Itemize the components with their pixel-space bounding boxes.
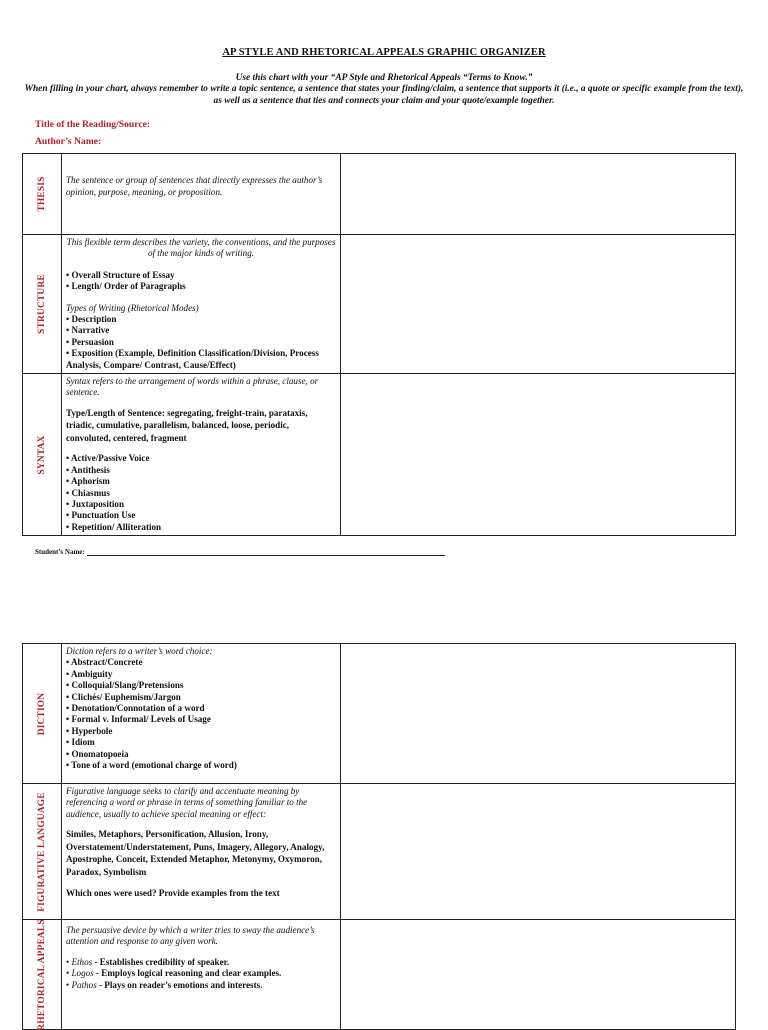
description-cell: [62, 235, 341, 374]
row-label-structure: STRUCTURE: [37, 274, 47, 334]
diction-bullet: • Colloquial/Slang/Pretensions: [66, 680, 184, 691]
syntax-intro: Syntax refers to the arrangement of words within a phrase, clause, or sentence.: [66, 376, 319, 398]
syntax-bullet: • Chiasmus: [66, 487, 110, 498]
author-name-label: Author’s Name:: [35, 136, 102, 147]
description-cell: [62, 644, 341, 784]
diction-bullet: • Formal v. Informal/ Levels of Usage: [66, 714, 211, 725]
syntax-bullet: • Aphorism: [66, 476, 110, 487]
thesis-description: The sentence or group of sentences that directly expresses the author’s opinion, purpose, meaning, or proposition.: [66, 175, 323, 198]
description-cell: [62, 920, 341, 1030]
student-name-line[interactable]: [87, 548, 445, 556]
syntax-types: Type/Length of Sentence: segregating, freight-train, parataxis, triadic, cumulative, parallelism, balanced, loose, periodic, convoluted, centered, fragment: [66, 407, 308, 443]
diction-intro: Diction refers to a writer’s word choice:: [66, 646, 213, 656]
table-row-appeals: [23, 920, 736, 1030]
figurative-intro: Figurative language seeks to clarify and accentuate meaning by referencing a word or phrase in terms of something familiar to the audience, usually to achieve special meaning or effect:: [66, 786, 308, 819]
syntax-answer-cell[interactable]: [341, 374, 736, 536]
diction-bullet: • Clichés/ Euphemism/Jargon: [66, 691, 181, 702]
appeal-term: Logos: [71, 968, 94, 979]
table-row-structure: [23, 235, 736, 374]
diction-answer-cell[interactable]: [341, 644, 736, 784]
syntax-bullet: • Punctuation Use: [66, 510, 136, 521]
structure-mode: • Description: [66, 314, 117, 325]
structure-mode: • Narrative: [66, 325, 110, 336]
organizer-table-1: [22, 153, 736, 536]
syntax-bullet: • Antithesis: [66, 464, 110, 475]
syntax-bullet: • Juxtaposition: [66, 499, 125, 509]
figurative-answer-cell[interactable]: [341, 784, 736, 920]
structure-bullet: • Overall Structure of Essay: [66, 269, 175, 280]
table-row-figurative: [23, 784, 736, 920]
structure-intro: This flexible term describes the variety, the conventions, and the purposes of the major kinds of writing.: [66, 237, 336, 259]
reading-title-label: Title of the Reading/Source:: [35, 119, 151, 130]
table-row-thesis: [23, 154, 736, 235]
diction-bullet: • Hyperbole: [66, 725, 113, 736]
label-cell: [23, 784, 62, 920]
structure-mode: • Persuasion: [66, 336, 114, 347]
row-label-syntax: SYNTAX: [37, 435, 47, 475]
diction-bullet: • Ambiguity: [66, 668, 113, 679]
table-row-syntax: [23, 374, 736, 536]
structure-mode: • Exposition (Example, Definition Classification/Division, Process Analysis, Compare/ Contrast, Cause/Effect): [66, 348, 319, 370]
row-label-rhetorical-appeals: RHETORICAL APPEALS: [37, 918, 47, 1030]
appeal-ethos: • Ethos - Establishes credibility of speaker.: [66, 956, 230, 967]
appeal-term: Ethos: [71, 956, 93, 967]
appeal-definition: - Employs logical reasoning and clear examples.: [93, 968, 282, 979]
label-cell: [23, 644, 62, 784]
label-cell: [23, 374, 62, 536]
diction-bullet: • Tone of a word (emotional charge of word): [66, 760, 237, 771]
row-label-diction: DICTION: [37, 692, 47, 735]
student-name-label: Student’s Name:: [35, 548, 85, 556]
row-label-thesis: THESIS: [37, 176, 47, 212]
syntax-bullet: • Repetition/ Alliteration: [66, 521, 162, 532]
table-row-diction: [23, 644, 736, 784]
label-cell: [23, 154, 62, 235]
appeals-answer-cell[interactable]: [341, 920, 736, 1030]
label-cell: [23, 235, 62, 374]
diction-bullet: • Denotation/Connotation of a word: [66, 703, 205, 714]
appeal-definition: - Plays on reader’s emotions and interests.: [96, 979, 263, 990]
structure-subhead: Types of Writing (Rhetorical Modes): [66, 302, 199, 313]
structure-answer-cell[interactable]: [341, 235, 736, 374]
appeal-definition: - Establishes credibility of speaker.: [92, 956, 230, 967]
structure-bullet: • Length/ Order of Paragraphs: [66, 281, 186, 292]
figurative-list: Similes, Metaphors, Personification, Allusion, Irony, Overstatement/Understatement, Puns, Imagery, Allegory, Analogy, Apostrophe, Conceit, Extended Metaphor, Metonymy, Oxymoron, Paradox, Symbolism: [66, 829, 325, 877]
label-cell: [23, 920, 62, 1030]
appeal-term: Pathos: [71, 979, 97, 990]
diction-bullet: • Onomatopoeia: [66, 748, 129, 759]
appeals-intro: The persuasive device by which a writer tries to sway the audience’s attention and response to any given work.: [66, 925, 315, 947]
diction-bullet: • Idiom: [66, 737, 95, 748]
appeal-logos: • Logos - Employs logical reasoning and clear examples.: [66, 968, 282, 979]
appeal-pathos: • Pathos - Plays on reader’s emotions and interests.: [66, 979, 263, 990]
document-title: AP STYLE AND RHETORICAL APPEALS GRAPHIC ORGANIZER: [222, 47, 546, 58]
row-label-figurative-language: FIGURATIVE LANGUAGE: [37, 791, 47, 912]
description-cell: [62, 784, 341, 920]
description-cell: [62, 154, 341, 235]
thesis-answer-cell[interactable]: [341, 154, 736, 235]
organizer-table-2: [22, 643, 736, 1030]
intro-line-2: When filling in your chart, always remember to write a topic sentence, a sentence that states your finding/claim, a sentence that supports it (i.e., a quote or specific example from the text), as well as a sentence that ties and connects your claim and your quote/example together.: [24, 84, 744, 106]
description-cell: [62, 374, 341, 536]
figurative-question: Which ones were used? Provide examples from the text: [66, 887, 280, 898]
syntax-bullet: • Active/Passive Voice: [66, 453, 150, 464]
diction-bullet: • Abstract/Concrete: [66, 657, 143, 668]
student-name-field: [35, 548, 445, 556]
intro-line-1: Use this chart with your “AP Style and Rhetorical Appeals “Terms to Know.”: [235, 73, 533, 83]
